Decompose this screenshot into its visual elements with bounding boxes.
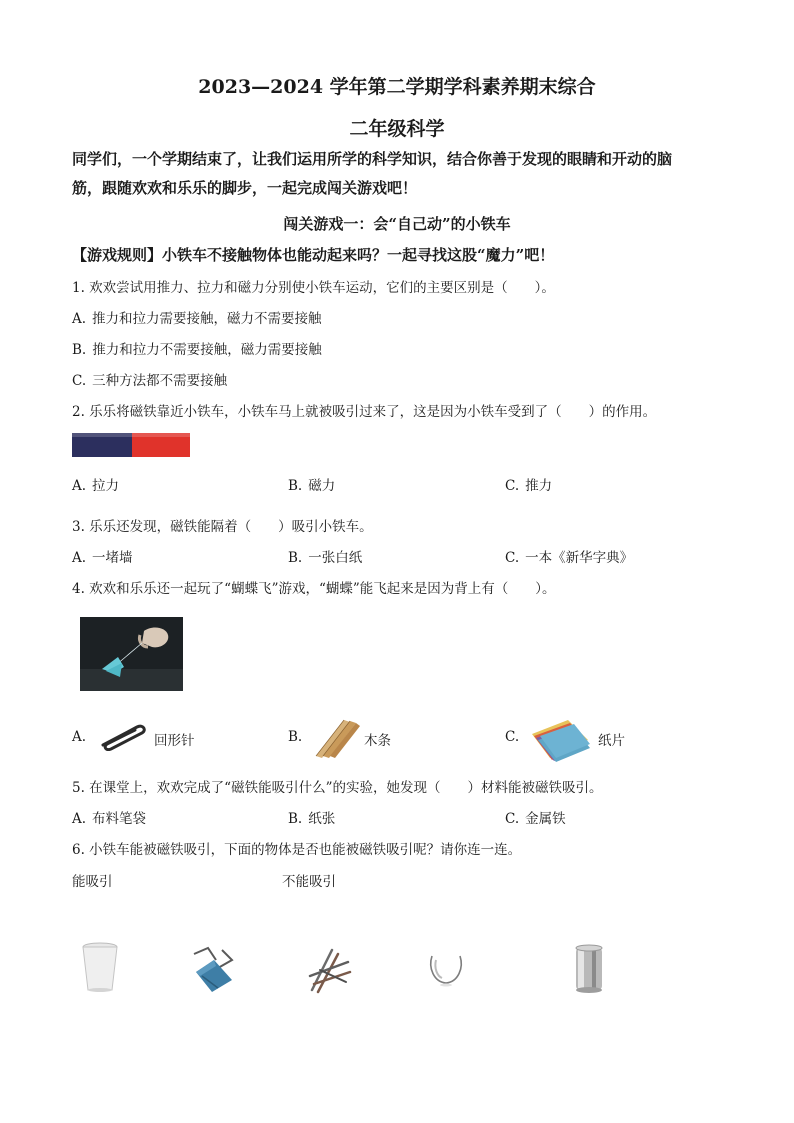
q2-option-c[interactable] bbox=[505, 474, 552, 494]
option-letter: C. bbox=[505, 811, 520, 827]
option-letter: A. bbox=[72, 729, 87, 745]
q4-stem: 4. 欢欢和乐乐还一起玩了“蝴蝶飞”游戏，“蝴蝶”能飞起来是因为背上有（ ）。 bbox=[72, 581, 556, 597]
paper-cup-icon[interactable] bbox=[82, 942, 118, 992]
paperclip-icon bbox=[97, 721, 147, 751]
option-text: 布料笔袋 bbox=[92, 811, 147, 827]
option-text: 推力 bbox=[525, 478, 553, 494]
q3-option-c[interactable] bbox=[505, 546, 633, 566]
option-letter: B. bbox=[288, 729, 303, 745]
q3-option-b[interactable] bbox=[288, 546, 362, 566]
q1-option-c[interactable] bbox=[72, 369, 227, 389]
option-letter: B. bbox=[288, 478, 303, 494]
page-title: 2023—2024 学年第二学期学科素养期末综合 bbox=[198, 76, 596, 98]
q2-option-a[interactable] bbox=[72, 474, 119, 494]
nails-icon[interactable] bbox=[306, 946, 352, 994]
q1-option-b[interactable] bbox=[72, 338, 322, 358]
option-letter: C. bbox=[505, 550, 520, 566]
q4-option-c-text[interactable]: 纸片 bbox=[598, 733, 625, 749]
option-text: 拉力 bbox=[92, 478, 120, 494]
butterfly-game-photo bbox=[80, 617, 183, 691]
option-letter: C. bbox=[72, 373, 87, 389]
option-letter: C. bbox=[505, 478, 520, 494]
q5-option-b[interactable] bbox=[288, 807, 335, 827]
option-letter: B. bbox=[72, 342, 87, 358]
q1-option-a[interactable] bbox=[72, 307, 322, 327]
glass-bowl-icon[interactable] bbox=[426, 950, 466, 988]
q3-stem: 3. 乐乐还发现，磁铁能隔着（ ）吸引小铁车。 bbox=[72, 519, 373, 535]
option-text: 纸张 bbox=[308, 811, 336, 827]
option-text: 一张白纸 bbox=[308, 550, 363, 566]
binder-clip-icon[interactable] bbox=[188, 946, 238, 994]
intro-line-2: 筋，跟随欢欢和乐乐的脚步，一起完成闯关游戏吧！ bbox=[72, 179, 418, 197]
option-letter: B. bbox=[288, 811, 303, 827]
option-letter: B. bbox=[288, 550, 303, 566]
bar-magnet-icon bbox=[72, 433, 190, 457]
option-text: 一本《新华字典》 bbox=[525, 550, 634, 566]
q4-option-a-text[interactable]: 回形针 bbox=[154, 733, 195, 749]
q4-option-b-text[interactable]: 木条 bbox=[364, 733, 391, 749]
q1-stem: 1. 欢欢尝试用推力、拉力和磁力分别使小铁车运动，它们的主要区别是（ ）。 bbox=[72, 280, 555, 296]
q5-stem: 5. 在课堂上，欢欢完成了“磁铁能吸引什么”的实验，她发现（ ）材料能被磁铁吸引。 bbox=[72, 780, 603, 796]
option-text: 磁力 bbox=[308, 478, 336, 494]
option-text: 推力和拉力不需要接触，磁力需要接触 bbox=[92, 342, 322, 358]
option-letter: A. bbox=[72, 478, 87, 494]
option-letter: C. bbox=[505, 729, 520, 745]
intro-text bbox=[72, 145, 732, 203]
option-text: 一堵墙 bbox=[92, 550, 133, 566]
paper-pieces-icon bbox=[528, 716, 592, 762]
q2-option-b[interactable] bbox=[288, 474, 335, 494]
wood-strips-icon bbox=[314, 718, 360, 758]
q3-option-a[interactable] bbox=[72, 546, 133, 566]
q4-option-b[interactable] bbox=[288, 729, 308, 745]
intro-line-1: 同学们，一个学期结束了，让我们运用所学的科学知识，结合你善于发现的眼睛和开动的脑 bbox=[72, 150, 673, 168]
option-letter: A. bbox=[72, 550, 87, 566]
q5-option-a[interactable] bbox=[72, 807, 146, 827]
option-letter: A. bbox=[72, 811, 87, 827]
page-subtitle: 二年级科学 bbox=[349, 118, 445, 140]
q4-option-a[interactable] bbox=[72, 729, 92, 745]
q2-stem: 2. 乐乐将磁铁靠近小铁车，小铁车马上就被吸引过来了，这是因为小铁车受到了（ ）的作用。 bbox=[72, 404, 657, 420]
option-text: 推力和拉力需要接触，磁力不需要接触 bbox=[92, 311, 322, 327]
label-can-attract: 能吸引 bbox=[72, 874, 113, 890]
q6-stem: 6. 小铁车能被磁铁吸引，下面的物体是否也能被磁铁吸引呢？请你连一连。 bbox=[72, 842, 522, 858]
q5-option-c[interactable] bbox=[505, 807, 566, 827]
section-title: 闯关游戏一：会“自己动”的小铁车 bbox=[283, 215, 511, 233]
label-cannot-attract: 不能吸引 bbox=[282, 874, 336, 890]
option-letter: A. bbox=[72, 311, 87, 327]
option-text: 金属铁 bbox=[525, 811, 566, 827]
soda-can-icon[interactable] bbox=[572, 944, 606, 994]
q4-option-c[interactable] bbox=[505, 729, 525, 745]
option-text: 三种方法都不需要接触 bbox=[92, 373, 228, 389]
game-rule: 【游戏规则】小铁车不接触物体也能动起来吗？一起寻找这股“魔力”吧！ bbox=[72, 246, 555, 264]
